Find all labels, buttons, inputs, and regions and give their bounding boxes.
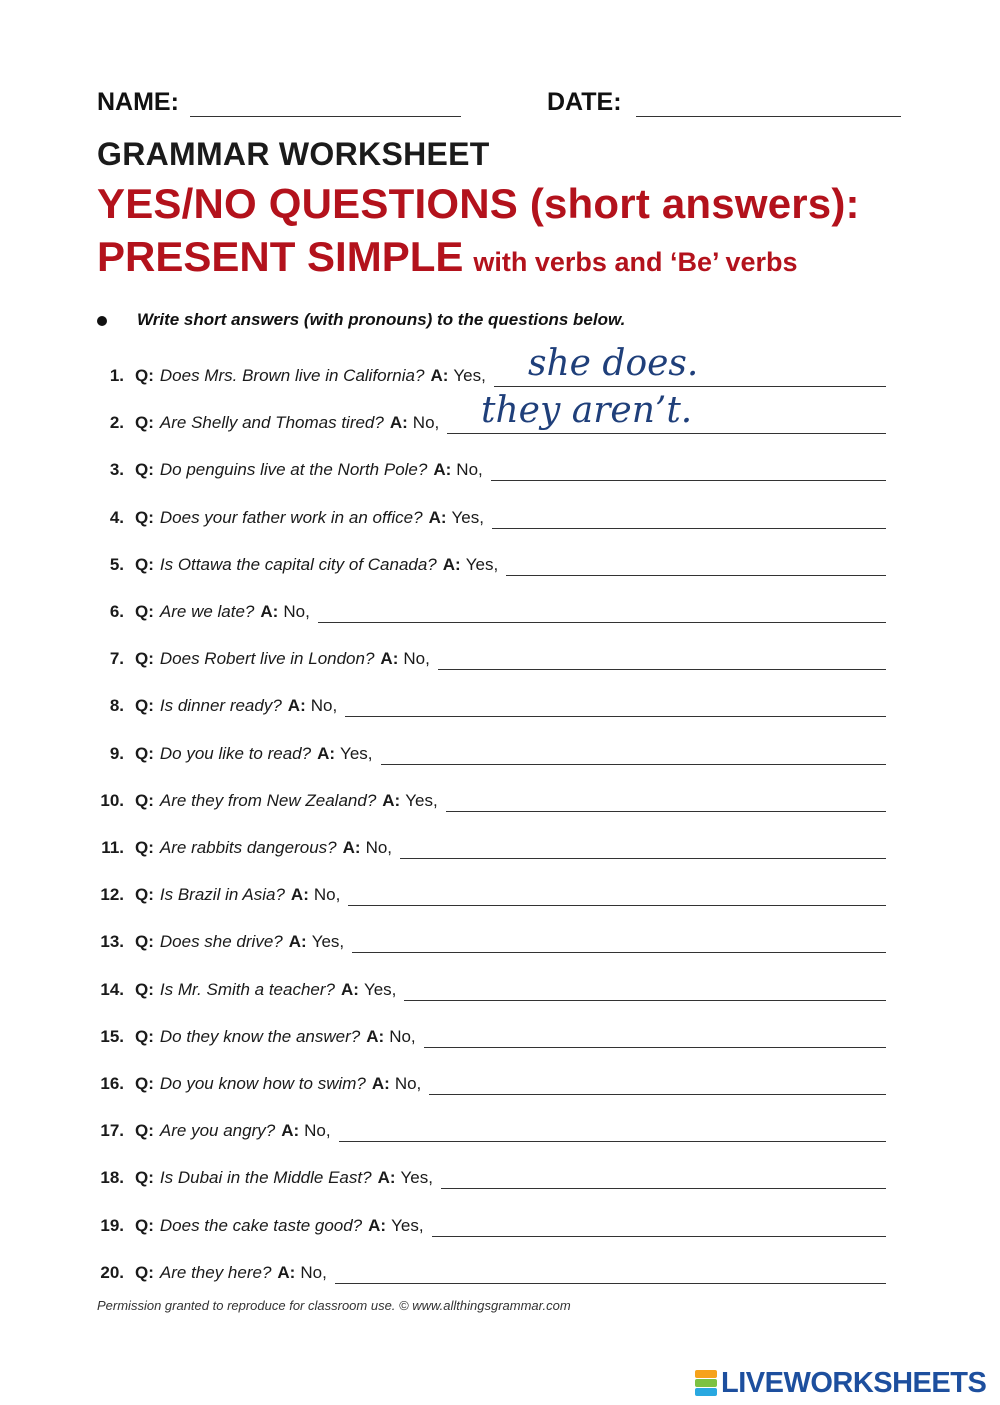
question-text: Are Shelly and Thomas tired? xyxy=(159,413,384,433)
question-text: Do penguins live at the North Pole? xyxy=(159,460,428,480)
answer-field[interactable] xyxy=(491,480,886,481)
a-label: A: xyxy=(428,507,447,527)
q-label: Q: xyxy=(135,1215,154,1235)
response-word: Yes, xyxy=(340,743,373,763)
question-number: 9. xyxy=(109,743,124,763)
question-text: Are they from New Zealand? xyxy=(159,790,377,810)
a-label: A: xyxy=(317,743,336,763)
question-text: Are you angry? xyxy=(159,1121,276,1141)
question-row xyxy=(90,1023,886,1053)
question-number: 10. xyxy=(100,790,124,810)
answer-field[interactable] xyxy=(348,905,886,906)
question-line xyxy=(135,980,396,1000)
question-row xyxy=(90,740,886,770)
question-text: Does the cake taste good? xyxy=(159,1215,363,1235)
topic-subtitle xyxy=(97,233,798,281)
brand xyxy=(695,1368,986,1398)
question-line xyxy=(135,1168,433,1188)
question-number: 13. xyxy=(100,932,124,952)
a-label: A: xyxy=(341,979,359,999)
question-row xyxy=(90,504,886,534)
a-label: A: xyxy=(389,413,408,433)
q-label: Q: xyxy=(135,885,154,905)
response-word: Yes, xyxy=(451,507,484,527)
question-row xyxy=(90,390,886,439)
question-number: 5. xyxy=(109,554,124,574)
question-text: Are we late? xyxy=(159,602,255,621)
question-line xyxy=(135,838,392,858)
response-word: No, xyxy=(394,1074,422,1093)
question-text: Do they know the answer? xyxy=(159,1026,361,1046)
question-row xyxy=(90,1259,886,1289)
question-text: Is Dubai in the Middle East? xyxy=(159,1168,372,1188)
question-number: 2. xyxy=(109,413,124,433)
question-text: Is Mr. Smith a teacher? xyxy=(159,979,335,999)
question-row xyxy=(90,598,886,628)
answer-field[interactable] xyxy=(432,1236,886,1237)
question-row xyxy=(90,834,886,864)
a-label: A: xyxy=(433,460,452,480)
question-line xyxy=(135,791,438,811)
question-line xyxy=(135,1027,416,1047)
response-word: No, xyxy=(365,838,393,857)
question-number: 17. xyxy=(100,1121,124,1141)
response-word: Yes, xyxy=(400,1168,433,1188)
question-text: Does Mrs. Brown live in California? xyxy=(159,366,425,385)
question-row xyxy=(90,976,886,1006)
question-row xyxy=(90,1117,886,1147)
question-number: 3. xyxy=(109,460,124,480)
question-text: Is dinner ready? xyxy=(159,696,282,716)
response-word: No, xyxy=(300,1262,327,1282)
q-label: Q: xyxy=(135,649,154,669)
a-label: A: xyxy=(342,838,361,857)
question-line xyxy=(135,366,486,386)
question-line xyxy=(135,1263,327,1283)
q-label: Q: xyxy=(135,743,154,763)
a-label: A: xyxy=(380,649,399,669)
question-number: 14. xyxy=(100,979,124,999)
footer-permission: Permission granted to reproduce for classroom use. © www.allthingsgrammar.com xyxy=(97,1298,571,1313)
answer-field[interactable] xyxy=(381,764,886,765)
question-row xyxy=(90,645,886,675)
q-label: Q: xyxy=(135,507,154,527)
q-label: Q: xyxy=(135,366,154,385)
a-label: A: xyxy=(277,1262,296,1282)
name-field[interactable] xyxy=(190,116,461,117)
question-row xyxy=(90,928,886,958)
a-label: A: xyxy=(281,1121,300,1141)
answer-text: they aren’t. xyxy=(481,390,693,432)
logo-bar xyxy=(695,1379,717,1387)
question-number: 1. xyxy=(109,366,124,385)
question-line xyxy=(135,460,483,480)
q-label: Q: xyxy=(135,979,154,999)
brand-text: LIVEWORKSHEETS xyxy=(721,1366,987,1399)
response-word: No, xyxy=(389,1026,416,1046)
liveworksheets-logo-icon xyxy=(695,1370,717,1396)
question-line xyxy=(135,1074,421,1094)
q-label: Q: xyxy=(135,554,154,574)
instruction-text: Write short answers (with pronouns) to the questions below. xyxy=(137,310,626,329)
a-label: A: xyxy=(288,932,307,952)
q-label: Q: xyxy=(135,932,154,952)
a-label: A: xyxy=(368,1215,387,1235)
question-number: 20. xyxy=(100,1262,124,1282)
question-row xyxy=(90,343,886,392)
q-label: Q: xyxy=(135,790,154,810)
question-line xyxy=(135,744,373,764)
response-word: Yes, xyxy=(405,790,438,810)
question-text: Is Brazil in Asia? xyxy=(159,885,285,905)
question-text: Do you like to read? xyxy=(159,743,312,763)
question-line xyxy=(135,1121,331,1141)
answer-field[interactable] xyxy=(352,952,886,953)
a-label: A: xyxy=(371,1074,390,1093)
a-label: A: xyxy=(442,554,461,574)
question-row xyxy=(90,787,886,817)
response-word: Yes, xyxy=(465,554,499,574)
answer-field[interactable] xyxy=(429,1094,886,1095)
answer-field[interactable] xyxy=(447,390,886,434)
answer-field[interactable] xyxy=(492,528,886,529)
question-number: 19. xyxy=(100,1215,124,1235)
date-field[interactable] xyxy=(636,116,901,117)
a-label: A: xyxy=(366,1026,385,1046)
answer-field[interactable] xyxy=(318,622,886,623)
worksheet-title: GRAMMAR WORKSHEET xyxy=(97,136,490,172)
answer-field[interactable] xyxy=(424,1047,886,1048)
q-label: Q: xyxy=(135,838,154,857)
q-label: Q: xyxy=(135,1168,154,1188)
answer-field[interactable] xyxy=(494,343,886,387)
question-number: 11. xyxy=(101,838,124,857)
answer-text: she does. xyxy=(528,343,699,384)
question-row xyxy=(90,1212,886,1242)
header-row xyxy=(97,88,907,122)
topic-title: YES/NO QUESTIONS (short answers): xyxy=(97,180,860,227)
response-word: Yes, xyxy=(391,1215,424,1235)
date-label: DATE: xyxy=(547,88,622,116)
question-number: 6. xyxy=(109,602,124,621)
question-row xyxy=(90,551,886,581)
answer-field[interactable] xyxy=(446,811,886,812)
a-label: A: xyxy=(290,885,309,905)
answer-field[interactable] xyxy=(339,1141,886,1142)
answer-field[interactable] xyxy=(438,669,886,670)
question-text: Are rabbits dangerous? xyxy=(159,838,337,857)
response-word: No, xyxy=(310,696,338,716)
response-word: No, xyxy=(456,460,483,480)
question-text: Are they here? xyxy=(159,1262,272,1282)
question-line xyxy=(135,932,344,952)
a-label: A: xyxy=(382,790,401,810)
q-label: Q: xyxy=(135,413,154,433)
q-label: Q: xyxy=(135,460,154,480)
response-word: Yes, xyxy=(453,366,486,385)
response-word: No, xyxy=(412,413,440,433)
question-line xyxy=(135,885,340,905)
response-word: No, xyxy=(283,602,310,621)
q-label: Q: xyxy=(135,1074,154,1093)
response-word: No, xyxy=(304,1121,331,1141)
question-number: 15. xyxy=(100,1026,124,1046)
response-word: No, xyxy=(403,649,430,669)
response-word: Yes, xyxy=(363,979,397,999)
question-number: 7. xyxy=(109,649,124,669)
question-row xyxy=(90,1070,886,1100)
question-row xyxy=(90,692,886,722)
q-label: Q: xyxy=(135,1026,154,1046)
question-line xyxy=(135,555,498,575)
question-text: Does your father work in an office? xyxy=(159,507,423,527)
answer-field[interactable] xyxy=(345,716,886,717)
answer-field[interactable] xyxy=(404,1000,886,1001)
question-line xyxy=(135,413,439,433)
question-row xyxy=(90,1164,886,1194)
a-label: A: xyxy=(430,366,449,385)
q-label: Q: xyxy=(135,696,154,716)
answer-field[interactable] xyxy=(335,1283,886,1284)
name-label: NAME: xyxy=(97,88,179,116)
question-text: Is Ottawa the capital city of Canada? xyxy=(159,554,437,574)
question-number: 16. xyxy=(100,1074,124,1093)
question-number: 18. xyxy=(100,1168,124,1188)
answer-field[interactable] xyxy=(441,1188,886,1189)
question-text: Do you know how to swim? xyxy=(159,1074,366,1093)
response-word: No, xyxy=(313,885,341,905)
question-row xyxy=(90,456,886,486)
logo-bar xyxy=(695,1370,717,1378)
logo-bar xyxy=(695,1388,717,1396)
a-label: A: xyxy=(260,602,279,621)
question-line xyxy=(135,1216,424,1236)
question-number: 4. xyxy=(109,507,124,527)
topic-subtitle-sub: with verbs and ‘Be’ verbs xyxy=(473,247,798,277)
question-line xyxy=(135,696,337,716)
question-line xyxy=(135,602,310,622)
bullet-icon xyxy=(97,316,107,326)
response-word: Yes, xyxy=(311,932,345,952)
question-row xyxy=(90,881,886,911)
topic-subtitle-main: PRESENT SIMPLE xyxy=(97,233,464,280)
question-number: 12. xyxy=(100,885,124,905)
question-line xyxy=(135,649,430,669)
question-line xyxy=(135,508,484,528)
question-text: Does Robert live in London? xyxy=(159,649,375,669)
a-label: A: xyxy=(377,1168,396,1188)
answer-field[interactable] xyxy=(400,858,886,859)
question-number: 8. xyxy=(109,696,124,716)
q-label: Q: xyxy=(135,1262,154,1282)
a-label: A: xyxy=(287,696,306,716)
answer-field[interactable] xyxy=(506,575,886,576)
q-label: Q: xyxy=(135,602,154,621)
q-label: Q: xyxy=(135,1121,154,1141)
question-text: Does she drive? xyxy=(159,932,283,952)
